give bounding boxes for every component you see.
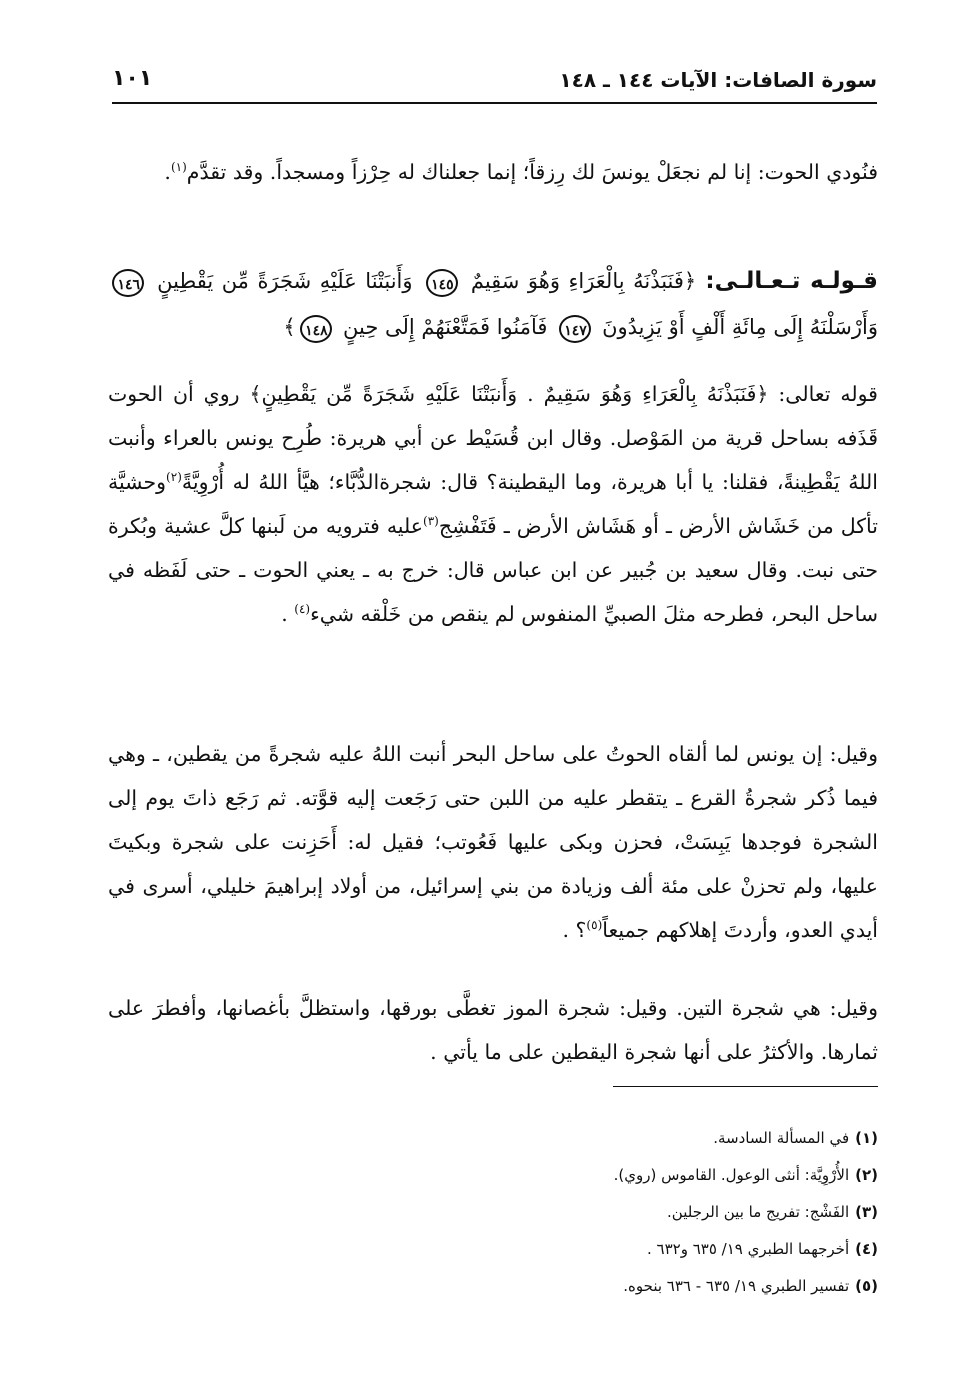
verse-lead: قـولـه تـعـالـى: bbox=[705, 268, 878, 294]
ayah-number-145: ١٤٥ bbox=[426, 269, 458, 297]
paragraph-1-text: فنُودي الحوت: إنا لم نجعَلْ يونسَ لك رِزقاً؛ إنما جعلناك له حِرْزاً ومسجداً. وقد تقدَّم bbox=[186, 160, 878, 184]
footnote-text: في المسألة السادسة. bbox=[713, 1129, 850, 1147]
footnote-text: الأُرْوِيَّة: أنثى الوعول. القاموس (روي). bbox=[613, 1166, 850, 1184]
footnote-text: أخرجهما الطبري ١٩/ ٦٣٥ و٦٣٢ . bbox=[646, 1240, 850, 1258]
paragraph-2-text-a: قوله تعالى: ﴿فَنَبَذْنَهُ بِالْعَرَاءِ وَهُوَ سَقِيمٌ . وَأَنبَتْنَا عَلَيْهِ شَجَرَةً مِّن يَقْطِينٍ﴾ روي أن الحوت قَذَفه بساحل قرية من المَوْصل. وقال ابن قُسَيْط عن أبي هريرة: طُرِح يونس بالعراء وأنبت اللهُ يَقْطِينةً، فقلنا: يا أبا هريرة، وما اليقطينة؟ قال: شجرةالدُّبَّاء؛ هيَّأ اللهُ له أُرْوِيَّةً bbox=[108, 382, 878, 494]
verse-part-1: ﴿فَنَبَذْنَهُ بِالْعَرَاءِ وَهُوَ سَقِيمٌ bbox=[470, 269, 697, 293]
paragraph-2 bbox=[108, 372, 900, 636]
paragraph-1 bbox=[108, 150, 878, 194]
paragraph-2-end: . bbox=[281, 602, 295, 626]
paragraph-3-end: ؟ . bbox=[562, 918, 587, 942]
footnote-1 bbox=[108, 1120, 878, 1157]
footnote-number: (٥) bbox=[855, 1277, 878, 1295]
page-header bbox=[112, 62, 877, 104]
footnote-number: (٣) bbox=[855, 1203, 878, 1221]
ayah-number-148: ١٤٨ bbox=[300, 315, 332, 343]
footnote-2 bbox=[108, 1157, 878, 1194]
footnote-text: تفسير الطبري ١٩/ ٦٣٥ - ٦٣٦ بنحوه. bbox=[623, 1277, 850, 1295]
footnote-ref-1: (١) bbox=[170, 160, 187, 175]
paragraph-2-text-c: عليه فترويه من لَبنها كلَّ عشية وبُكرة حتى نبت. وقال سعيد بن جُبير عن ابن عباس قال: خرج به ـ يعني الحوت ـ حتى لَفَظه في ساحل البحر، فطرحه مثلَ الصبيِّ المنفوس لم ينقص من خَلْقه شيء bbox=[108, 514, 878, 626]
footnote-number: (٤) bbox=[855, 1240, 878, 1258]
footnote-3 bbox=[108, 1194, 878, 1231]
verse-part-2: وَأَنبَتْنَا عَلَيْهِ شَجَرَةً مِّن يَقْطِينٍ bbox=[157, 269, 413, 293]
footnote-ref-4: (٤) bbox=[294, 602, 311, 617]
footnote-separator bbox=[613, 1086, 878, 1087]
paragraph-2-text-b: وحشيَّة تأكل من خَشَاش الأرض ـ أو هَشَاش الأرض ـ فَتَفْشِج bbox=[108, 470, 878, 538]
footnote-ref-2: (٢) bbox=[166, 470, 182, 485]
footnote-5 bbox=[108, 1268, 878, 1305]
ayah-number-147: ١٤٧ bbox=[559, 315, 591, 343]
footnote-number: (١) bbox=[855, 1129, 878, 1147]
running-title: سورة الصافات: الآيات ١٤٤ ـ ١٤٨ bbox=[559, 68, 877, 92]
footnote-4 bbox=[108, 1231, 878, 1268]
paragraph-3-text: وقيل: إن يونس لما ألقاه الحوتُ على ساحل البحر أنبت اللهُ عليه شجرةً من يقطين، ـ وهي فيما ذُكر شجرةُ القرع ـ يتقطر عليه من اللبن حتى رَجَعت إليه قوَّته. ثم رَجَع ذاتَ يوم إلى الشجرة فوجدها يَبِسَتْ، فحزن وبكى عليها فَعُوتب؛ فقيل له: أَحَزِنت على شجرة وبكيتَ عليها، ولم تحزنْ على مئة ألف وزيادة من بني إسرائيل، من أولاد إبراهيمَ خليلي، أسرى في أيدي العدو، وأردتَ إهلاكهم جميعاً bbox=[108, 742, 878, 942]
footnote-ref-5: (٥) bbox=[586, 918, 603, 933]
verse-part-3: وَأَرْسَلْنَهُ إِلَى مِائَةِ أَلْفٍ أَوْ يَزِيدُونَ bbox=[602, 315, 878, 339]
paragraph-1-end: . bbox=[164, 160, 171, 184]
verse-end: ﴾ bbox=[283, 315, 296, 339]
verse-block bbox=[108, 258, 878, 350]
ayah-number-146: ١٤٦ bbox=[112, 269, 144, 297]
footnote-number: (٢) bbox=[855, 1166, 878, 1184]
footnotes bbox=[108, 1120, 878, 1305]
paragraph-4-text: وقيل: هي شجرة التين. وقيل: شجرة الموز تغطَّى بورقها، واستظلَّ بأغصانها، وأفطرَ على ثمارها. والأكثرُ على أنها شجرة اليقطين على ما يأتي . bbox=[108, 996, 878, 1064]
verse-part-4: فَآمَنُوا فَمَتَّعْنَهُمْ إِلَى حِينٍ bbox=[343, 315, 548, 339]
footnote-text: الفَشْج: تفريج ما بين الرجلين. bbox=[667, 1203, 850, 1221]
paragraph-3 bbox=[108, 732, 900, 952]
paragraph-4 bbox=[108, 986, 900, 1074]
page-number: ١٠١ bbox=[112, 66, 153, 91]
footnote-ref-3: (٣) bbox=[423, 514, 439, 529]
